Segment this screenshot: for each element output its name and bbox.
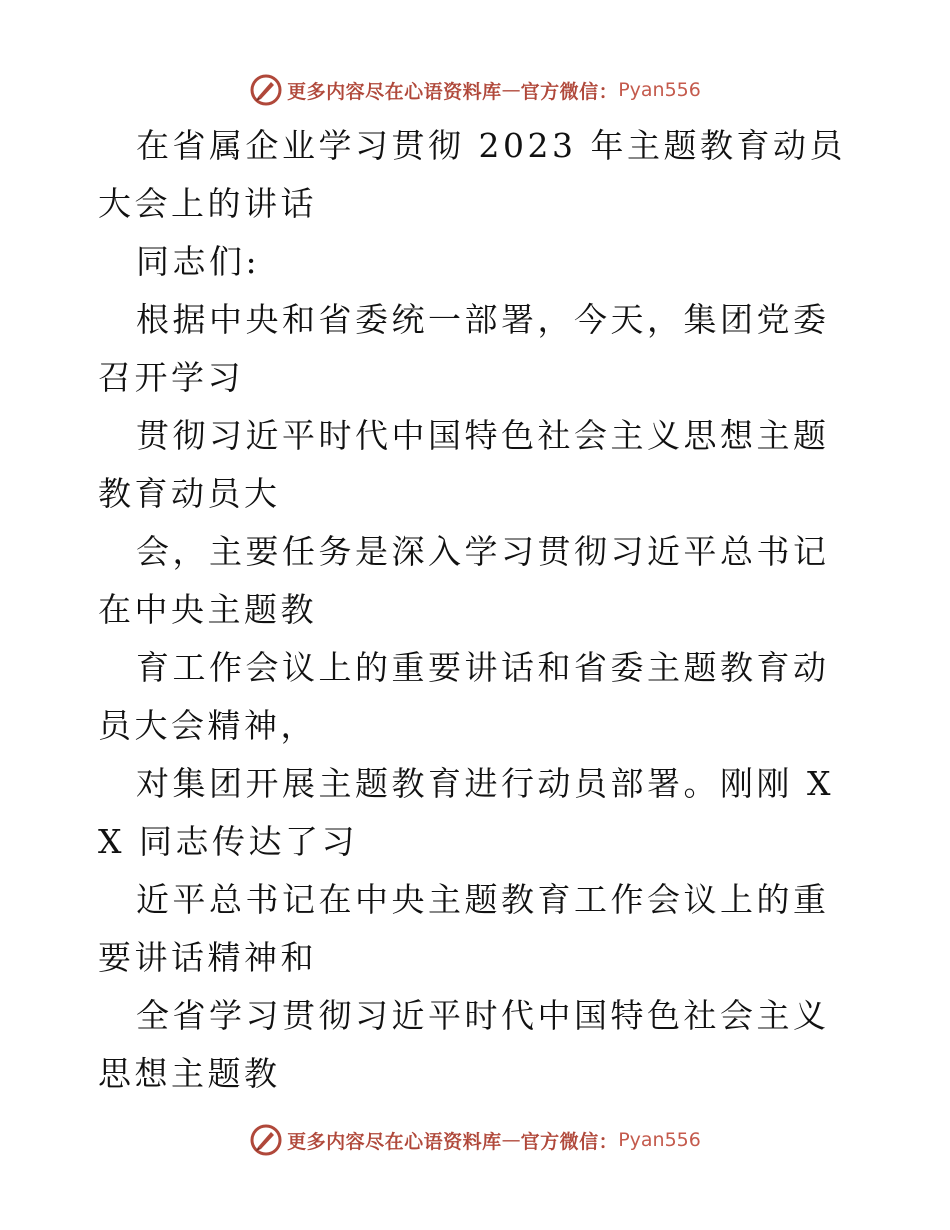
quill-seal-logo-icon <box>249 73 283 107</box>
body-paragraph: 会，主要任务是深入学习贯彻习近平总书记在中央主题教 <box>98 532 830 629</box>
watermark-main-text: 更多内容尽在心语资料库 <box>287 80 502 103</box>
document-body <box>98 117 853 1103</box>
watermark-wechat-id: Pyan556 <box>618 1129 701 1151</box>
body-paragraph: 全省学习贯彻习近平时代中国特色社会主义思想主题教 <box>98 996 830 1093</box>
header-watermark <box>0 72 950 108</box>
body-paragraph: 对集团开展主题教育进行动员部署。刚刚 XX 同志传达了习 <box>98 764 834 861</box>
watermark-wechat-id: Pyan556 <box>618 79 701 101</box>
watermark-wechat-label: 官方微信： <box>520 80 619 103</box>
footer-watermark <box>0 1122 950 1158</box>
body-paragraph: 近平总书记在中央主题教育工作会议上的重要讲话精神和 <box>98 880 830 977</box>
quill-seal-logo-icon <box>249 1123 283 1157</box>
body-paragraph: 育工作会议上的重要讲话和省委主题教育动员大会精神， <box>98 648 830 745</box>
salutation: 同志们: <box>136 242 261 281</box>
watermark-wechat-label: 官方微信： <box>520 1130 619 1153</box>
watermark-separator: — <box>501 79 521 101</box>
body-paragraph: 贯彻习近平时代中国特色社会主义思想主题教育动员大 <box>98 416 830 513</box>
body-paragraph: 根据中央和省委统一部署，今天，集团党委召开学习 <box>98 300 830 397</box>
document-title: 在省属企业学习贯彻 2023 年主题教育动员大会上的讲话 <box>98 126 846 223</box>
watermark-main-text: 更多内容尽在心语资料库 <box>287 1130 502 1153</box>
watermark-separator: — <box>501 1129 521 1151</box>
